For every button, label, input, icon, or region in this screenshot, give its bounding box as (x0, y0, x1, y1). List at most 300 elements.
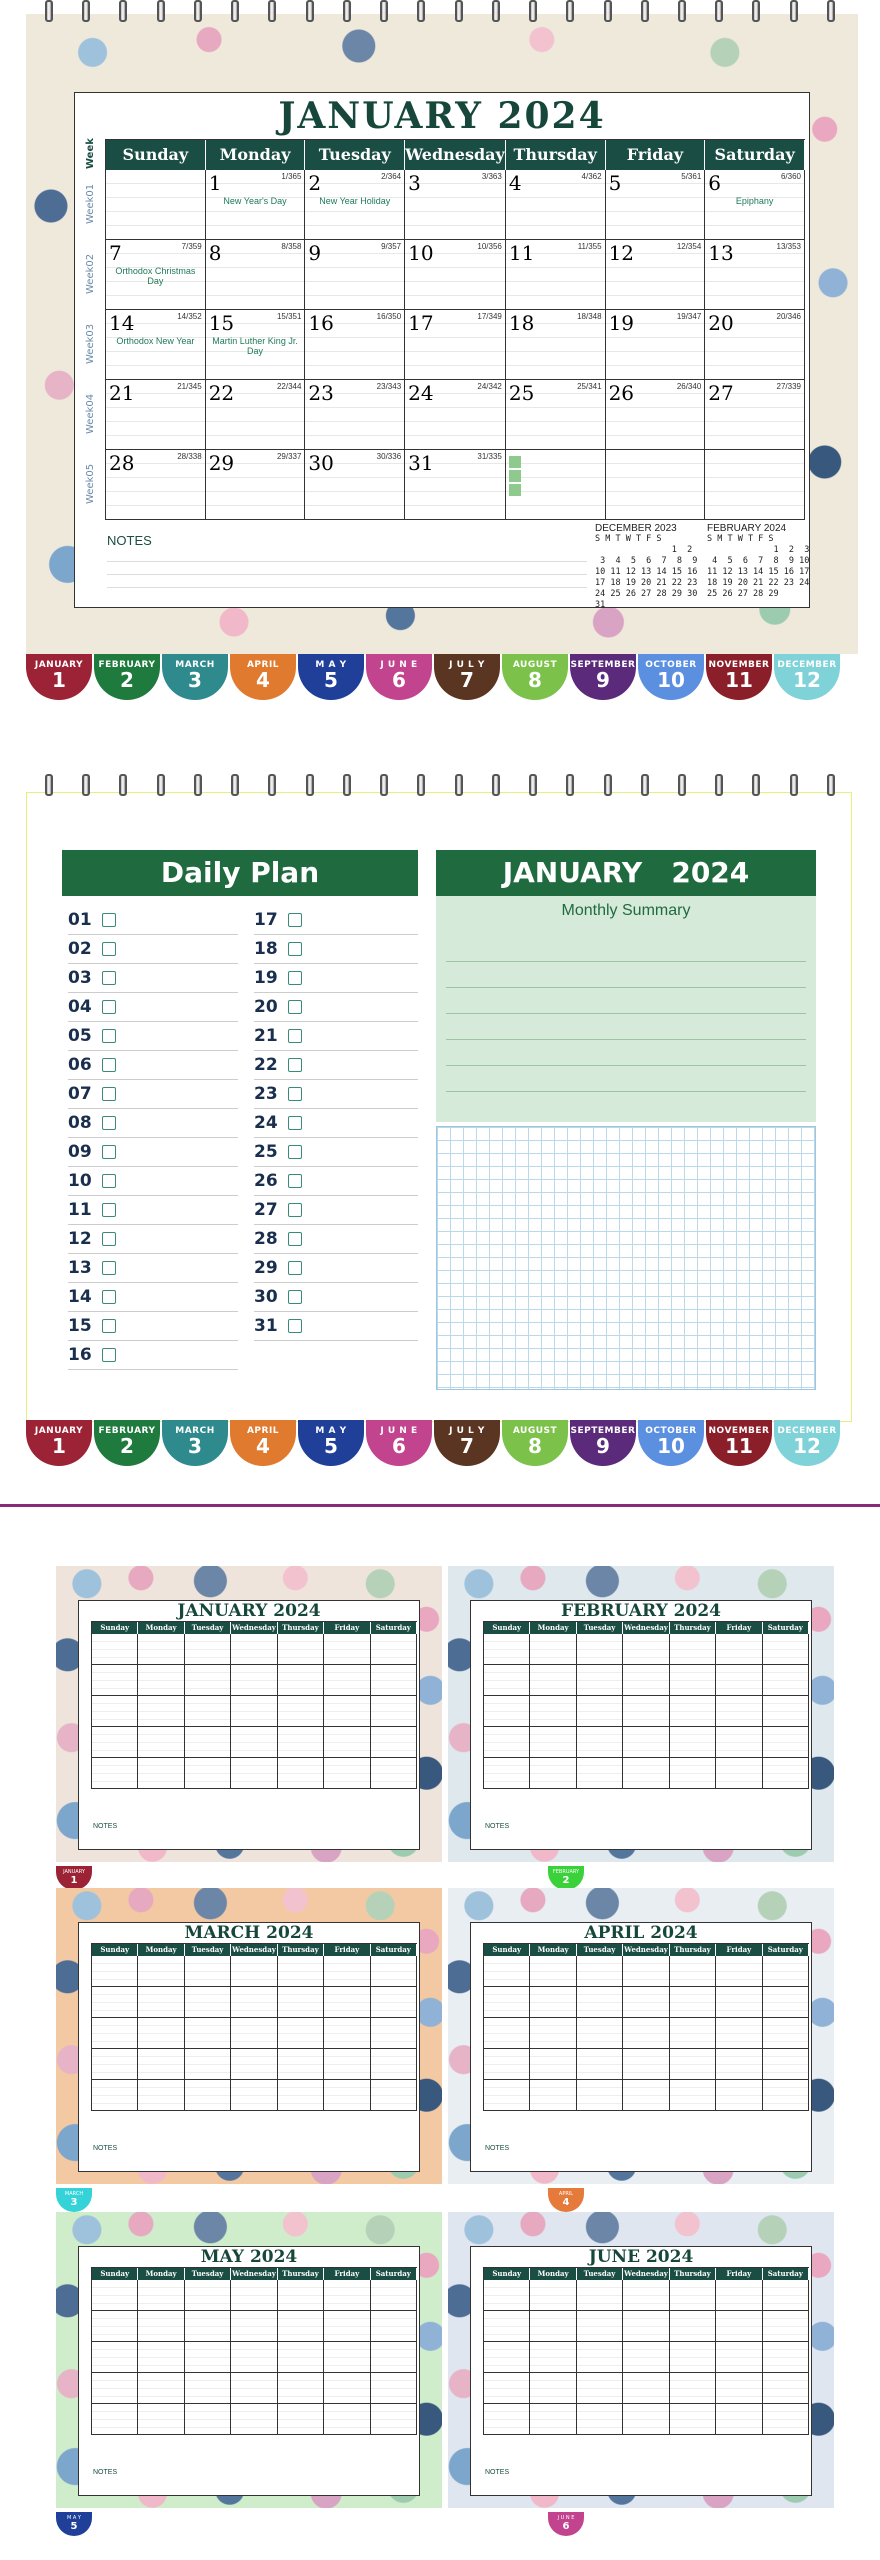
thumbnail-day-header: Tuesday (185, 1944, 231, 1956)
thumbnail-day-cell (278, 2080, 324, 2111)
thumbnail-day-cell (324, 1727, 370, 1758)
plan-checkbox[interactable] (288, 1029, 302, 1043)
plan-day-number: 05 (68, 1026, 92, 1046)
plan-day-number: 31 (254, 1316, 278, 1336)
thumbnail-month-tab[interactable] (56, 1866, 92, 1890)
day-cell[interactable] (305, 240, 405, 310)
spiral-ring (715, 0, 723, 22)
thumbnail-day-cell (716, 1956, 762, 1987)
plan-checkbox[interactable] (102, 1000, 116, 1014)
day-cell[interactable] (405, 240, 506, 310)
thumbnail-day-cell (577, 1665, 623, 1696)
day-cell[interactable] (206, 240, 306, 310)
day-cell[interactable] (405, 450, 506, 520)
plan-checkbox[interactable] (288, 971, 302, 985)
thumbnail-day-cell (92, 1634, 138, 1665)
month-tab-name: J U L Y (449, 660, 485, 670)
thumbnail-title: MAY 2024 (200, 2247, 298, 2267)
thumbnail-day-cell (185, 2373, 231, 2404)
month-tab[interactable] (26, 654, 92, 700)
month-tab[interactable] (706, 654, 772, 700)
thumbnail-day-cell (138, 1987, 184, 2018)
thumbnail-day-cell (324, 1956, 370, 1987)
plan-checkbox[interactable] (102, 1290, 116, 1304)
plan-row[interactable] (68, 1138, 238, 1167)
plan-row[interactable] (68, 1167, 238, 1196)
plan-day-number: 18 (254, 939, 278, 959)
holiday-label: New Year Holiday (319, 196, 391, 206)
plan-checkbox[interactable] (288, 1290, 302, 1304)
thumbnail-day-cell (371, 2404, 417, 2435)
month-tab-number: 7 (460, 1434, 474, 1458)
plan-row[interactable] (68, 1225, 238, 1254)
day-cell[interactable] (606, 310, 706, 380)
day-cell[interactable] (606, 170, 706, 240)
plan-checkbox[interactable] (288, 1203, 302, 1217)
thumbnail-day-cell (670, 1634, 716, 1665)
thumbnail-day-cell (324, 1634, 370, 1665)
plan-checkbox[interactable] (288, 1174, 302, 1188)
month-tab[interactable] (706, 1420, 772, 1466)
thumbnail-day-header: Saturday (763, 1622, 809, 1634)
spiral-ring (417, 0, 425, 22)
day-cell[interactable] (705, 450, 805, 520)
thumbnail-sheet (78, 2246, 420, 2496)
thumbnail-notes-label: NOTES (485, 2145, 510, 2152)
thumbnail-day-cell (324, 2311, 370, 2342)
month-tab[interactable] (502, 1420, 568, 1466)
plan-checkbox[interactable] (102, 1116, 116, 1130)
thumbnail-day-cell (577, 1634, 623, 1665)
thumbnail-month-tab[interactable] (56, 2188, 92, 2212)
thumbnail-day-cell (763, 1758, 809, 1789)
thumbnail-calendar[interactable] (56, 1888, 442, 2208)
plan-checkbox[interactable] (102, 913, 116, 927)
month-tab[interactable] (94, 654, 160, 700)
month-tab[interactable] (366, 654, 432, 700)
plan-checkbox[interactable] (102, 942, 116, 956)
day-cell[interactable] (405, 310, 506, 380)
thumbnail-calendar[interactable] (448, 2212, 834, 2532)
thumbnail-notes-label: NOTES (93, 2145, 118, 2152)
day-cell[interactable] (705, 380, 805, 450)
thumbnail-day-cell (185, 1665, 231, 1696)
day-cell[interactable] (506, 170, 606, 240)
notes-label: NOTES (107, 533, 152, 548)
thumbnail-day-cell (623, 1956, 669, 1987)
plan-day-number: 23 (254, 1084, 278, 1104)
spiral-ring (492, 774, 500, 796)
plan-row[interactable] (68, 1254, 238, 1283)
plan-checkbox[interactable] (102, 1174, 116, 1188)
thumbnail-month-tab[interactable] (56, 2512, 92, 2536)
spiral-binding-top (45, 0, 835, 22)
thumbnail-day-cell (92, 1758, 138, 1789)
thumbnail-day-cell (577, 1727, 623, 1758)
plan-row[interactable] (254, 1080, 418, 1109)
thumbnail-sheet (78, 1922, 420, 2172)
day-cell[interactable] (106, 170, 206, 240)
month-tab[interactable] (502, 654, 568, 700)
spiral-ring (641, 774, 649, 796)
month-tab-name: M A Y (315, 660, 347, 670)
thumbnail-day-cell (670, 1665, 716, 1696)
day-cell[interactable] (305, 170, 405, 240)
month-tab-name: J U L Y (449, 1426, 485, 1436)
plan-row[interactable] (254, 993, 418, 1022)
thumbnail-title: JUNE 2024 (588, 2247, 694, 2267)
holiday-label: Epiphany (735, 196, 774, 206)
plan-checkbox[interactable] (102, 1319, 116, 1333)
day-cell[interactable] (606, 450, 706, 520)
plan-checkbox[interactable] (288, 1087, 302, 1101)
thumbnail-day-header: Thursday (670, 1622, 716, 1634)
thumbnail-day-cell (530, 2404, 576, 2435)
thumbnail-tab-number: 5 (70, 2521, 78, 2532)
thumbnail-day-cell (324, 1665, 370, 1696)
day-count: 31/335 (477, 452, 502, 461)
day-cell[interactable] (606, 380, 706, 450)
thumbnail-day-cell (371, 2311, 417, 2342)
plan-checkbox[interactable] (102, 1058, 116, 1072)
thumbnail-calendar[interactable] (448, 1566, 834, 1886)
plan-row[interactable] (254, 1022, 418, 1051)
day-count: 3/363 (481, 172, 502, 181)
thumbnail-day-header: Monday (530, 1944, 576, 1956)
thumbnail-day-cell (763, 2342, 809, 2373)
month-tab-name: M A Y (315, 1426, 347, 1436)
day-cell[interactable] (305, 310, 405, 380)
plan-row[interactable] (254, 906, 418, 935)
plan-row[interactable] (68, 1196, 238, 1225)
thumbnail-day-header: Friday (716, 1944, 762, 1956)
plan-row[interactable] (254, 935, 418, 964)
plan-row[interactable] (68, 1051, 238, 1080)
plan-row[interactable] (254, 1312, 418, 1341)
month-tab-number: 6 (392, 1434, 406, 1458)
month-tab[interactable] (434, 654, 500, 700)
thumbnail-day-cell (92, 2018, 138, 2049)
spiral-ring (678, 0, 686, 22)
day-header: Saturday (705, 140, 805, 170)
thumbnail-month-tab[interactable] (548, 1866, 584, 1890)
thumbnail-day-cell (670, 1987, 716, 2018)
plan-checkbox[interactable] (288, 1232, 302, 1246)
day-number: 16 (308, 311, 334, 335)
month-tab[interactable] (774, 654, 840, 700)
thumbnail-day-cell (484, 1665, 530, 1696)
thumbnail-day-cell (670, 2404, 716, 2435)
day-cell[interactable] (305, 450, 405, 520)
day-cell[interactable] (705, 240, 805, 310)
thumbnail-day-cell (371, 1696, 417, 1727)
plan-checkbox[interactable] (288, 1261, 302, 1275)
plan-checkbox[interactable] (288, 1058, 302, 1072)
day-cell[interactable] (606, 240, 706, 310)
day-number: 18 (508, 311, 535, 335)
thumbnail-notes-label: NOTES (93, 2469, 118, 2476)
month-tab[interactable] (26, 1420, 92, 1466)
thumbnail-day-cell (324, 1758, 370, 1789)
day-count: 24/342 (477, 382, 502, 391)
thumbnail-title: APRIL 2024 (584, 1923, 698, 1943)
day-count: 22/344 (276, 382, 302, 391)
thumbnail-month-tab[interactable] (548, 2188, 584, 2212)
plan-row[interactable] (68, 993, 238, 1022)
day-count: 4/362 (581, 172, 602, 181)
thumbnail-day-cell (371, 2342, 417, 2373)
thumbnail-day-cell (623, 2404, 669, 2435)
thumbnail-day-cell (138, 2311, 184, 2342)
thumbnail-grid (483, 1621, 809, 1789)
plan-row[interactable] (68, 906, 238, 935)
thumbnail-day-cell (231, 2404, 277, 2435)
thumbnail-day-cell (231, 2311, 277, 2342)
plan-checkbox[interactable] (102, 971, 116, 985)
month-tab-name: SEPTEMBER (570, 660, 636, 670)
month-tab-name: NOVEMBER (708, 660, 770, 670)
spiral-ring (604, 0, 612, 22)
month-tab[interactable] (570, 654, 636, 700)
thumbnail-grid (483, 1943, 809, 2111)
plan-row[interactable] (68, 935, 238, 964)
thumbnail-day-cell (623, 1727, 669, 1758)
plan-checkbox[interactable] (102, 1145, 116, 1159)
thumbnail-day-cell (92, 1987, 138, 2018)
summary-area (436, 896, 816, 1122)
plan-checkbox[interactable] (288, 942, 302, 956)
summary-label: Monthly Summary (561, 902, 691, 919)
day-cell[interactable] (106, 310, 206, 380)
month-tab[interactable] (638, 654, 704, 700)
day-cell[interactable] (705, 170, 805, 240)
month-tabs-plan (26, 1420, 840, 1466)
thumbnail-day-cell (670, 2342, 716, 2373)
plan-checkbox[interactable] (288, 1319, 302, 1333)
month-tab[interactable] (162, 1420, 228, 1466)
thumbnail-day-cell (484, 1956, 530, 1987)
thumbnail-day-cell (371, 2080, 417, 2111)
plan-day-number: 20 (254, 997, 278, 1017)
thumbnail-day-cell (371, 1727, 417, 1758)
spiral-ring (268, 774, 276, 796)
day-header: Monday (206, 140, 306, 170)
thumbnail-calendar[interactable] (448, 1888, 834, 2208)
day-cell[interactable] (106, 240, 206, 310)
thumbnail-day-cell (530, 1758, 576, 1789)
thumbnail-day-cell (371, 2018, 417, 2049)
thumbnail-day-cell (371, 1634, 417, 1665)
month-tab[interactable] (434, 1420, 500, 1466)
plan-checkbox[interactable] (288, 913, 302, 927)
thumbnail-day-header: Tuesday (577, 1944, 623, 1956)
thumbnail-day-cell (530, 2342, 576, 2373)
plan-row[interactable] (68, 1283, 238, 1312)
plan-day-number: 25 (254, 1142, 278, 1162)
day-cell[interactable] (506, 310, 606, 380)
thumbnail-notes-label: NOTES (485, 2469, 510, 2476)
day-cell[interactable] (206, 310, 306, 380)
thumbnail-day-cell (577, 2280, 623, 2311)
day-header: Sunday (106, 140, 206, 170)
plan-row[interactable] (254, 1051, 418, 1080)
thumbnail-day-cell (763, 1634, 809, 1665)
thumbnail-day-cell (138, 1956, 184, 1987)
green-marker (509, 470, 521, 482)
plan-checkbox[interactable] (102, 1029, 116, 1043)
thumbnail-day-cell (530, 2280, 576, 2311)
thumbnail-day-cell (763, 2280, 809, 2311)
thumbnail-tab-number: 4 (562, 2197, 570, 2208)
thumbnail-day-cell (763, 2049, 809, 2080)
thumbnail-day-cell (716, 1665, 762, 1696)
plan-checkbox[interactable] (102, 1348, 116, 1362)
thumbnail-day-cell (716, 2049, 762, 2080)
day-number: 5 (608, 171, 622, 195)
thumbnail-day-cell (231, 1727, 277, 1758)
thumbnail-day-cell (763, 2311, 809, 2342)
plan-row[interactable] (254, 1254, 418, 1283)
thumbnail-sheet (470, 1922, 812, 2172)
month-tab[interactable] (162, 654, 228, 700)
day-cell[interactable] (206, 450, 306, 520)
plan-checkbox[interactable] (288, 1116, 302, 1130)
thumbnail-day-cell (484, 1727, 530, 1758)
thumbnail-day-header: Thursday (278, 2268, 324, 2280)
day-cell[interactable] (506, 240, 606, 310)
month-tab[interactable] (570, 1420, 636, 1466)
plan-day-number: 07 (68, 1084, 92, 1104)
plan-checkbox[interactable] (102, 1261, 116, 1275)
month-tab[interactable] (230, 654, 296, 700)
thumbnail-day-cell (278, 1696, 324, 1727)
thumbnail-day-cell (278, 1987, 324, 2018)
spiral-ring (566, 0, 574, 22)
day-count: 29/337 (276, 452, 302, 461)
day-number: 4 (508, 171, 522, 195)
month-tab[interactable] (298, 654, 364, 700)
spiral-ring (678, 774, 686, 796)
day-cell[interactable] (506, 380, 606, 450)
day-cell[interactable] (305, 380, 405, 450)
thumbnail-day-header: Friday (324, 1944, 370, 1956)
spiral-ring (827, 774, 835, 796)
plan-row[interactable] (68, 1312, 238, 1341)
day-cell[interactable] (405, 170, 506, 240)
plan-row[interactable] (254, 1196, 418, 1225)
thumbnail-day-cell (185, 2311, 231, 2342)
plan-row[interactable] (254, 1109, 418, 1138)
plan-row[interactable] (254, 1283, 418, 1312)
day-cell[interactable] (405, 380, 506, 450)
day-cell[interactable] (106, 380, 206, 450)
thumbnail-day-cell (185, 1696, 231, 1727)
plan-checkbox[interactable] (102, 1232, 116, 1246)
month-tab-number: 10 (657, 1434, 685, 1458)
thumbnail-day-header: Friday (716, 2268, 762, 2280)
day-count: 20/346 (776, 312, 801, 321)
plan-checkbox[interactable] (288, 1145, 302, 1159)
month-tab-number: 8 (528, 1434, 542, 1458)
month-tab[interactable] (230, 1420, 296, 1466)
month-tab-number: 10 (657, 668, 685, 692)
day-count: 13/353 (776, 242, 801, 251)
thumbnail-tab-number: 1 (70, 1875, 78, 1886)
day-cell[interactable] (206, 380, 306, 450)
month-tab-name: DECEMBER (777, 660, 837, 670)
plan-row[interactable] (254, 1167, 418, 1196)
day-count: 26/340 (676, 382, 702, 391)
plan-row[interactable] (68, 1080, 238, 1109)
thumbnail-day-cell (763, 1987, 809, 2018)
thumbnail-day-cell (623, 1987, 669, 2018)
day-cell[interactable] (705, 310, 805, 380)
spiral-ring (380, 0, 388, 22)
thumbnail-month-tab[interactable] (548, 2512, 584, 2536)
mini-calendar-february (707, 523, 809, 600)
plan-row[interactable] (68, 1109, 238, 1138)
plan-day-number: 11 (68, 1200, 92, 1220)
thumbnail-day-cell (623, 2049, 669, 2080)
month-tab[interactable] (94, 1420, 160, 1466)
month-tab[interactable] (774, 1420, 840, 1466)
month-tab-number: 11 (725, 668, 753, 692)
thumbnail-day-header: Sunday (92, 2268, 138, 2280)
month-tab[interactable] (298, 1420, 364, 1466)
month-tab-number: 2 (120, 668, 134, 692)
day-count: 1/365 (281, 172, 302, 181)
thumbnail-calendar[interactable] (56, 1566, 442, 1886)
plan-checkbox[interactable] (102, 1087, 116, 1101)
thumbnail-day-cell (530, 1727, 576, 1758)
thumbnail-day-cell (324, 2280, 370, 2311)
plan-row[interactable] (254, 964, 418, 993)
thumbnail-title: JANUARY 2024 (177, 1601, 321, 1621)
day-header: Friday (606, 140, 706, 170)
day-cell[interactable] (106, 450, 206, 520)
thumbnail-day-cell (763, 2373, 809, 2404)
thumbnail-day-header: Monday (530, 2268, 576, 2280)
thumbnail-day-cell (716, 1696, 762, 1727)
plan-day-number: 03 (68, 968, 92, 988)
plan-row[interactable] (254, 1225, 418, 1254)
month-tab[interactable] (638, 1420, 704, 1466)
plan-day-number: 19 (254, 968, 278, 988)
month-tabs-top (26, 654, 840, 700)
plan-row[interactable] (254, 1138, 418, 1167)
month-tab[interactable] (366, 1420, 432, 1466)
day-count: 23/343 (376, 382, 402, 391)
plan-row[interactable] (68, 1022, 238, 1051)
month-tab-name: AUGUST (512, 1426, 558, 1436)
day-cell[interactable] (506, 450, 606, 520)
plan-row[interactable] (68, 964, 238, 993)
spiral-ring (455, 0, 463, 22)
day-number: 2 (308, 171, 322, 195)
thumbnail-tab-number: 2 (562, 1875, 570, 1886)
spiral-ring (790, 774, 798, 796)
plan-row[interactable] (68, 1341, 238, 1370)
day-cell[interactable] (206, 170, 306, 240)
thumbnail-day-header: Thursday (278, 1944, 324, 1956)
thumbnail-calendar[interactable] (56, 2212, 442, 2532)
plan-checkbox[interactable] (288, 1000, 302, 1014)
week-number-label: Week04 (85, 393, 96, 435)
thumbnail-day-cell (231, 2018, 277, 2049)
plan-checkbox[interactable] (102, 1203, 116, 1217)
week-label: Week (85, 138, 96, 169)
thumbnail-tab-name: JANUARY (63, 1869, 85, 1875)
